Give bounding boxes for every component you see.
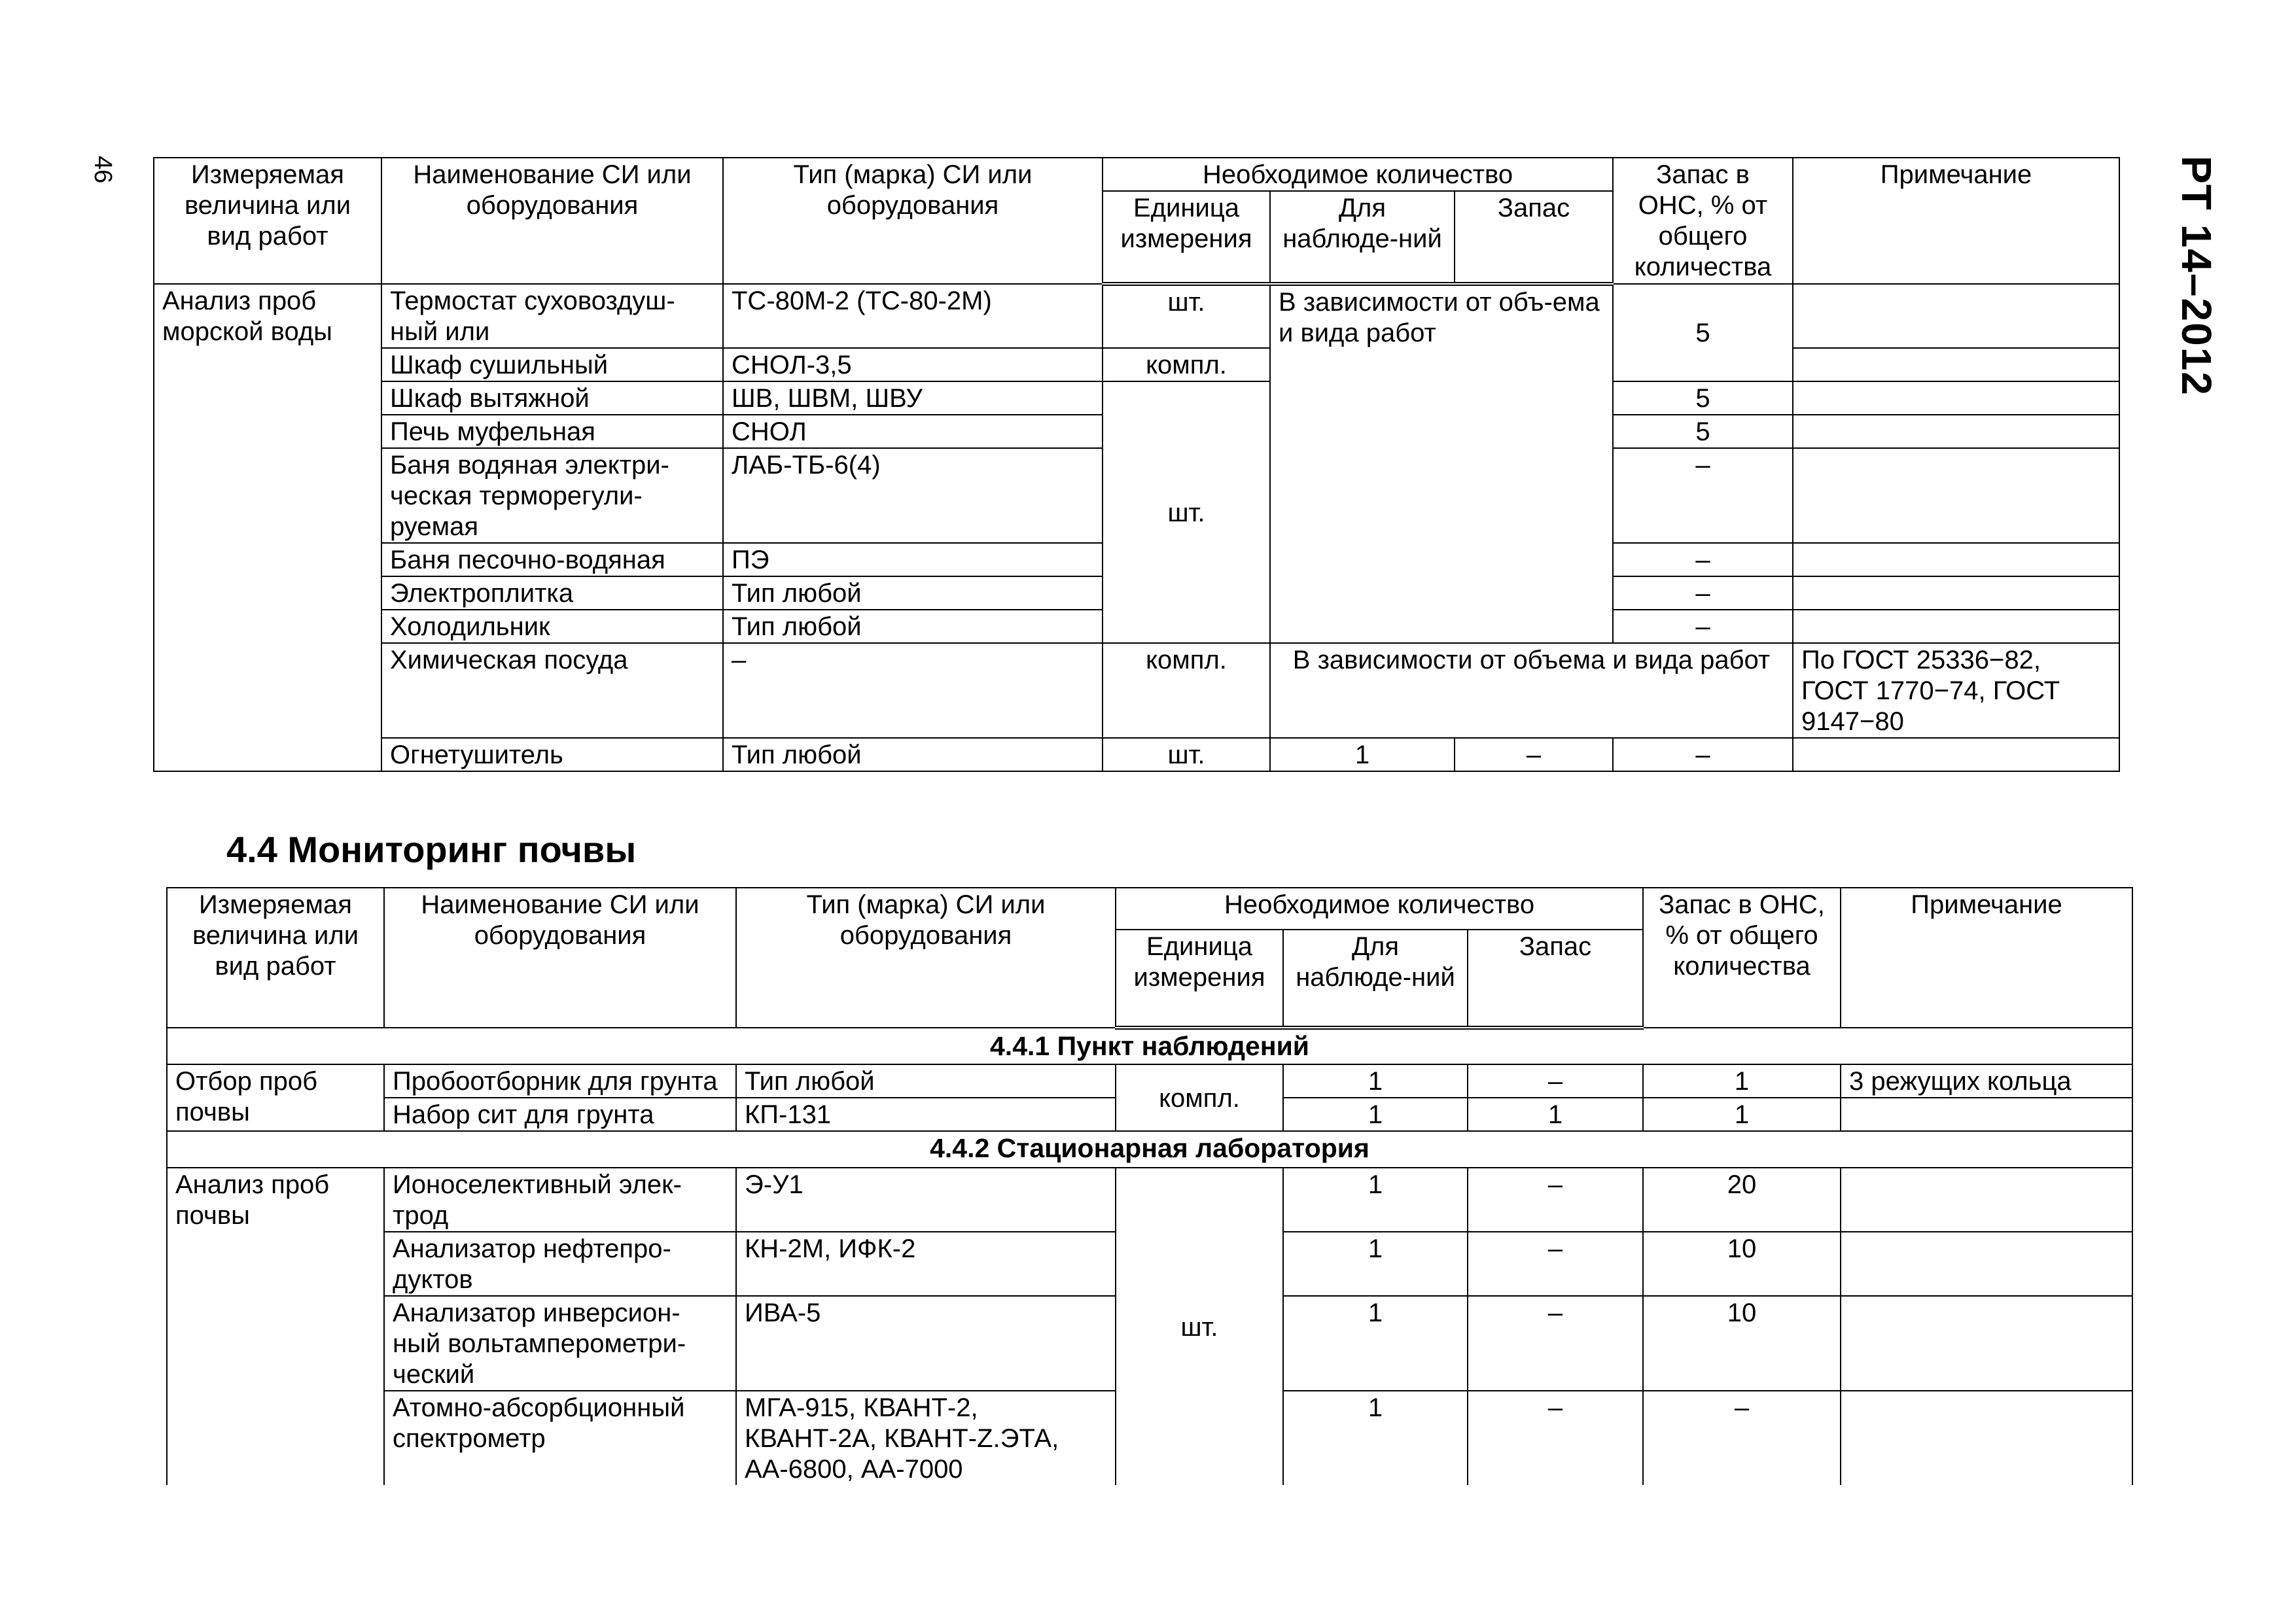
item-note	[1793, 381, 2119, 415]
item-type: ИВА-5	[736, 1296, 1116, 1391]
header-ons: Запас в ОНС, % от общего количества	[1643, 888, 1841, 1028]
item-note	[1793, 738, 2119, 771]
item-note	[1793, 610, 2119, 643]
item-note	[1793, 348, 2119, 381]
item-reserve: –	[1468, 1232, 1643, 1296]
item-type: КП-131	[736, 1098, 1116, 1131]
item-name: Шкаф вытяжной	[381, 381, 723, 415]
item-name: Термостат суховоздуш-ный или	[381, 284, 723, 348]
header-measured: Измеряемая величина или вид работ	[167, 888, 384, 1028]
item-unit: компл.	[1103, 348, 1270, 381]
header-name: Наименование СИ или оборудования	[381, 158, 723, 284]
item-reserve: –	[1468, 1296, 1643, 1391]
item-quantity: В зависимости от объ-ема и вида работ	[1270, 284, 1613, 643]
item-ons: 10	[1643, 1296, 1841, 1391]
item-quantity: В зависимости от объема и вида работ	[1270, 643, 1793, 738]
table-row	[154, 381, 2119, 415]
item-type: Тип любой	[736, 1064, 1116, 1098]
item-unit: шт.	[1103, 284, 1270, 348]
item-ons: –	[1613, 738, 1793, 771]
item-note	[1793, 415, 2119, 448]
item-unit: шт.	[1103, 381, 1270, 643]
item-type: Тип любой	[723, 576, 1103, 610]
item-ons: –	[1613, 576, 1793, 610]
item-type: Тип любой	[723, 610, 1103, 643]
item-name: Печь муфельная	[381, 415, 723, 448]
item-ons: 1	[1643, 1064, 1841, 1098]
item-reserve: –	[1468, 1168, 1643, 1232]
item-unit: компл.	[1103, 643, 1270, 738]
item-name: Холодильник	[381, 610, 723, 643]
header-reserve: Запас	[1468, 930, 1643, 1028]
header-note: Примечание	[1793, 158, 2119, 284]
item-ons: –	[1613, 448, 1793, 543]
item-type: ПЭ	[723, 543, 1103, 576]
item-note	[1841, 1296, 2132, 1391]
item-unit: шт.	[1116, 1168, 1283, 1485]
equipment-table-seawater	[153, 157, 2120, 772]
item-type: ШВ, ШВМ, ШВУ	[723, 381, 1103, 415]
item-note: По ГОСТ 25336−82, ГОСТ 1770−74, ГОСТ 9147−80	[1793, 643, 2119, 738]
item-type: –	[723, 643, 1103, 738]
item-for-obs: 1	[1283, 1232, 1468, 1296]
header-name: Наименование СИ или оборудования	[384, 888, 736, 1028]
item-name: Ионоселективный элек-трод	[384, 1168, 736, 1232]
section-title: 4.4 Мониторинг почвы	[226, 829, 637, 870]
item-name: Атомно-абсорбционный спектрометр	[384, 1391, 736, 1485]
item-unit: компл.	[1116, 1064, 1283, 1131]
item-note	[1793, 543, 2119, 576]
table-row	[167, 1168, 2132, 1232]
item-note	[1793, 448, 2119, 543]
item-unit: шт.	[1103, 738, 1270, 771]
item-note	[1793, 576, 2119, 610]
item-type: Э-У1	[736, 1168, 1116, 1232]
item-note: 3 режущих кольца	[1841, 1064, 2132, 1098]
header-quantity-group: Необходимое количество	[1116, 888, 1643, 930]
item-ons: 5	[1613, 284, 1793, 381]
header-note: Примечание	[1841, 888, 2132, 1028]
item-note	[1841, 1232, 2132, 1296]
document-code: РТ 14–2012	[2173, 156, 2220, 396]
equipment-table-soil	[166, 887, 2133, 1485]
item-type: Тип любой	[723, 738, 1103, 771]
item-name: Шкаф сушильный	[381, 348, 723, 381]
subsection-title: 4.4.1 Пункт наблюдений	[167, 1028, 2132, 1064]
table-row	[154, 284, 2119, 348]
page-number: 46	[89, 156, 116, 184]
item-name: Баня песочно-водяная	[381, 543, 723, 576]
item-reserve: –	[1468, 1064, 1643, 1098]
item-name: Анализатор инверсион-ный вольтамперометри-ческий	[384, 1296, 736, 1391]
table-row	[154, 348, 2119, 381]
item-name: Пробоотборник для грунта	[384, 1064, 736, 1098]
item-name: Набор сит для грунта	[384, 1098, 736, 1131]
item-reserve: –	[1468, 1391, 1643, 1485]
item-for-obs: 1	[1283, 1168, 1468, 1232]
category-cell: Анализ проб морской воды	[154, 284, 381, 771]
header-reserve: Запас	[1455, 191, 1613, 284]
item-ons: 5	[1613, 381, 1793, 415]
header-for-obs: Для наблюде-ний	[1283, 930, 1468, 1028]
header-measured: Измеряемая величина или вид работ	[154, 158, 381, 284]
item-ons: –	[1613, 610, 1793, 643]
header-for-obs: Для наблюде-ний	[1270, 191, 1455, 284]
item-type: ТС-80М-2 (ТС-80-2М)	[723, 284, 1103, 348]
header-unit: Единица измерения	[1103, 191, 1270, 284]
item-ons: 1	[1643, 1098, 1841, 1131]
table-row	[154, 738, 2119, 771]
item-for-obs: 1	[1283, 1064, 1468, 1098]
item-type: ЛАБ-ТБ-6(4)	[723, 448, 1103, 543]
item-name: Анализатор нефтепро-дуктов	[384, 1232, 736, 1296]
item-note	[1841, 1168, 2132, 1232]
header-unit: Единица измерения	[1116, 930, 1283, 1028]
item-for-obs: 1	[1283, 1296, 1468, 1391]
item-type: СНОЛ-3,5	[723, 348, 1103, 381]
item-ons: 20	[1643, 1168, 1841, 1232]
header-ons: Запас в ОНС, % от общего количества	[1613, 158, 1793, 284]
item-note	[1841, 1098, 2132, 1131]
table-row	[167, 1064, 2132, 1098]
item-ons: 10	[1643, 1232, 1841, 1296]
item-for-obs: 1	[1270, 738, 1455, 771]
item-type: КН-2М, ИФК-2	[736, 1232, 1116, 1296]
item-for-obs: 1	[1283, 1391, 1468, 1485]
item-note	[1793, 284, 2119, 348]
header-type: Тип (марка) СИ или оборудования	[736, 888, 1116, 1028]
item-name: Огнетушитель	[381, 738, 723, 771]
category-cell: Отбор проб почвы	[167, 1064, 384, 1131]
item-name: Электроплитка	[381, 576, 723, 610]
item-name: Баня водяная электри-ческая терморегули-руемая	[381, 448, 723, 543]
table-row	[154, 643, 2119, 738]
item-note	[1841, 1391, 2132, 1485]
item-name: Химическая посуда	[381, 643, 723, 738]
header-type: Тип (марка) СИ или оборудования	[723, 158, 1103, 284]
item-ons: –	[1643, 1391, 1841, 1485]
header-quantity-group: Необходимое количество	[1103, 158, 1613, 191]
item-reserve: –	[1455, 738, 1613, 771]
item-reserve: 1	[1468, 1098, 1643, 1131]
subsection-title: 4.4.2 Стационарная лаборатория	[167, 1131, 2132, 1168]
item-type: МГА-915, КВАНТ-2, КВАНТ-2А, КВАНТ-Z.ЭТА, АА-6800, АА-7000	[736, 1391, 1116, 1485]
item-type: СНОЛ	[723, 415, 1103, 448]
category-cell: Анализ проб почвы	[167, 1168, 384, 1485]
item-ons: 5	[1613, 415, 1793, 448]
item-ons: –	[1613, 543, 1793, 576]
item-for-obs: 1	[1283, 1098, 1468, 1131]
